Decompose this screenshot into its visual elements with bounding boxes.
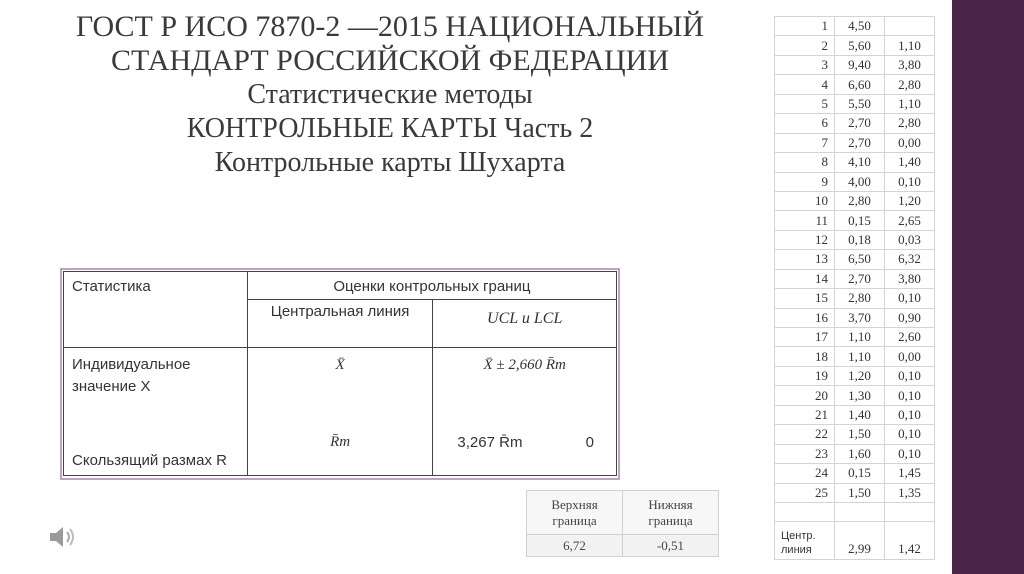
center-r: 1,42	[885, 521, 935, 559]
row-r: 0,10	[885, 425, 935, 444]
limits-table	[526, 490, 719, 557]
row-r	[885, 17, 935, 36]
table-row	[775, 250, 935, 269]
limits-moving	[441, 434, 608, 451]
row-moving: Скользящий размах R	[72, 452, 227, 469]
row-r: 0,90	[885, 308, 935, 327]
title-line-4: КОНТРОЛЬНЫЕ КАРТЫ Часть 2	[186, 113, 594, 144]
table-row	[775, 172, 935, 191]
row-number: 12	[775, 230, 835, 249]
row-number: 7	[775, 133, 835, 152]
row-x: 1,10	[835, 347, 885, 366]
row-number: 2	[775, 36, 835, 55]
upper-label: Верхняя граница	[527, 491, 623, 535]
table-row	[775, 347, 935, 366]
row-r: 1,40	[885, 153, 935, 172]
row-x: 2,80	[835, 289, 885, 308]
row-x: 9,40	[835, 55, 885, 74]
center-line-label: Центр. линия	[775, 521, 835, 559]
col-limits: Оценки контрольных границ	[247, 272, 616, 300]
row-number: 11	[775, 211, 835, 230]
row-number: 17	[775, 328, 835, 347]
row-r: 0,10	[885, 444, 935, 463]
speaker-icon[interactable]	[44, 520, 78, 554]
row-number: 22	[775, 425, 835, 444]
row-number: 6	[775, 114, 835, 133]
row-number: 5	[775, 94, 835, 113]
center-individual: X̄	[335, 357, 345, 373]
row-r: 0,03	[885, 230, 935, 249]
formula-table	[63, 271, 617, 476]
table-row	[775, 328, 935, 347]
row-number: 4	[775, 75, 835, 94]
title-line-3: Статистические методы	[247, 79, 533, 110]
row-x: 1,10	[835, 328, 885, 347]
table-row	[775, 289, 935, 308]
row-number: 13	[775, 250, 835, 269]
row-number: 20	[775, 386, 835, 405]
row-number: 23	[775, 444, 835, 463]
row-x: 3,70	[835, 308, 885, 327]
row-number: 8	[775, 153, 835, 172]
row-number: 14	[775, 269, 835, 288]
row-r: 0,10	[885, 366, 935, 385]
lower-moving: 0	[585, 434, 594, 451]
row-x: 4,50	[835, 17, 885, 36]
center-line-row	[775, 521, 935, 559]
row-r: 3,80	[885, 55, 935, 74]
row-r: 0,00	[885, 347, 935, 366]
limits-individual: X̄ ± 2,660 R̄m	[483, 357, 566, 373]
row-x: 2,70	[835, 133, 885, 152]
row-number: 15	[775, 289, 835, 308]
row-x: 1,60	[835, 444, 885, 463]
row-r: 3,80	[885, 269, 935, 288]
table-row	[775, 133, 935, 152]
data-table	[774, 16, 935, 560]
row-x: 1,20	[835, 366, 885, 385]
row-r: 2,60	[885, 328, 935, 347]
table-row	[775, 269, 935, 288]
row-x: 2,70	[835, 269, 885, 288]
col-ucl-lcl: UCL и LCL	[433, 300, 617, 348]
row-r: 2,80	[885, 114, 935, 133]
row-r: 2,80	[885, 75, 935, 94]
row-x: 2,70	[835, 114, 885, 133]
row-r: 1,10	[885, 94, 935, 113]
row-number: 25	[775, 483, 835, 502]
table-row	[775, 425, 935, 444]
row-number: 3	[775, 55, 835, 74]
row-r: 0,10	[885, 172, 935, 191]
lower-label: Нижняя граница	[623, 491, 719, 535]
row-x: 0,18	[835, 230, 885, 249]
table-row	[775, 153, 935, 172]
row-r: 1,35	[885, 483, 935, 502]
row-number: 19	[775, 366, 835, 385]
upper-moving: 3,267 R̄m	[457, 434, 523, 451]
row-x: 1,30	[835, 386, 885, 405]
table-row	[775, 464, 935, 483]
row-x: 1,50	[835, 425, 885, 444]
row-r: 0,10	[885, 405, 935, 424]
row-individual: Индивидуальное значение X	[72, 356, 191, 395]
table-row	[775, 444, 935, 463]
col-center: Центральная линия	[247, 300, 433, 348]
row-x: 2,80	[835, 191, 885, 210]
blank-row	[775, 502, 935, 521]
row-r: 0,00	[885, 133, 935, 152]
limit-cells	[441, 351, 608, 469]
row-r: 1,10	[885, 36, 935, 55]
row-x: 1,40	[835, 405, 885, 424]
table-row	[775, 405, 935, 424]
row-number: 24	[775, 464, 835, 483]
row-r: 2,65	[885, 211, 935, 230]
row-number: 16	[775, 308, 835, 327]
row-number: 1	[775, 17, 835, 36]
title-line-1: ГОСТ Р ИСО 7870-2 —2015 НАЦИОНАЛЬНЫЙ	[75, 10, 705, 43]
row-r: 6,32	[885, 250, 935, 269]
row-x: 6,60	[835, 75, 885, 94]
table-row	[775, 191, 935, 210]
row-x: 0,15	[835, 464, 885, 483]
table-row	[775, 36, 935, 55]
center-cells	[256, 351, 425, 469]
row-x: 6,50	[835, 250, 885, 269]
side-bar	[952, 0, 1024, 574]
row-labels	[72, 354, 239, 472]
slide-title	[20, 10, 760, 180]
col-statistic: Статистика	[64, 272, 248, 348]
row-r: 0,10	[885, 289, 935, 308]
table-row	[775, 75, 935, 94]
table-row	[775, 230, 935, 249]
row-x: 4,00	[835, 172, 885, 191]
table-row	[775, 114, 935, 133]
table-row	[775, 55, 935, 74]
table-row	[775, 211, 935, 230]
row-x: 1,50	[835, 483, 885, 502]
table-row	[775, 366, 935, 385]
row-x: 5,60	[835, 36, 885, 55]
table-row	[775, 483, 935, 502]
title-line-5: Контрольные карты Шухарта	[214, 147, 566, 178]
row-number: 18	[775, 347, 835, 366]
table-row	[775, 386, 935, 405]
center-x: 2,99	[835, 521, 885, 559]
lower-value: -0,51	[623, 535, 719, 557]
upper-value: 6,72	[527, 535, 623, 557]
table-row	[775, 17, 935, 36]
row-number: 21	[775, 405, 835, 424]
row-r: 0,10	[885, 386, 935, 405]
row-x: 5,50	[835, 94, 885, 113]
row-number: 10	[775, 191, 835, 210]
data-table-body	[775, 17, 935, 503]
row-number: 9	[775, 172, 835, 191]
title-line-2: СТАНДАРТ РОССИЙСКОЙ ФЕДЕРАЦИИ	[110, 44, 670, 77]
row-r: 1,20	[885, 191, 935, 210]
table-row	[775, 94, 935, 113]
row-r: 1,45	[885, 464, 935, 483]
row-x: 4,10	[835, 153, 885, 172]
center-moving: R̄m	[330, 434, 351, 450]
row-x: 0,15	[835, 211, 885, 230]
table-row	[775, 308, 935, 327]
